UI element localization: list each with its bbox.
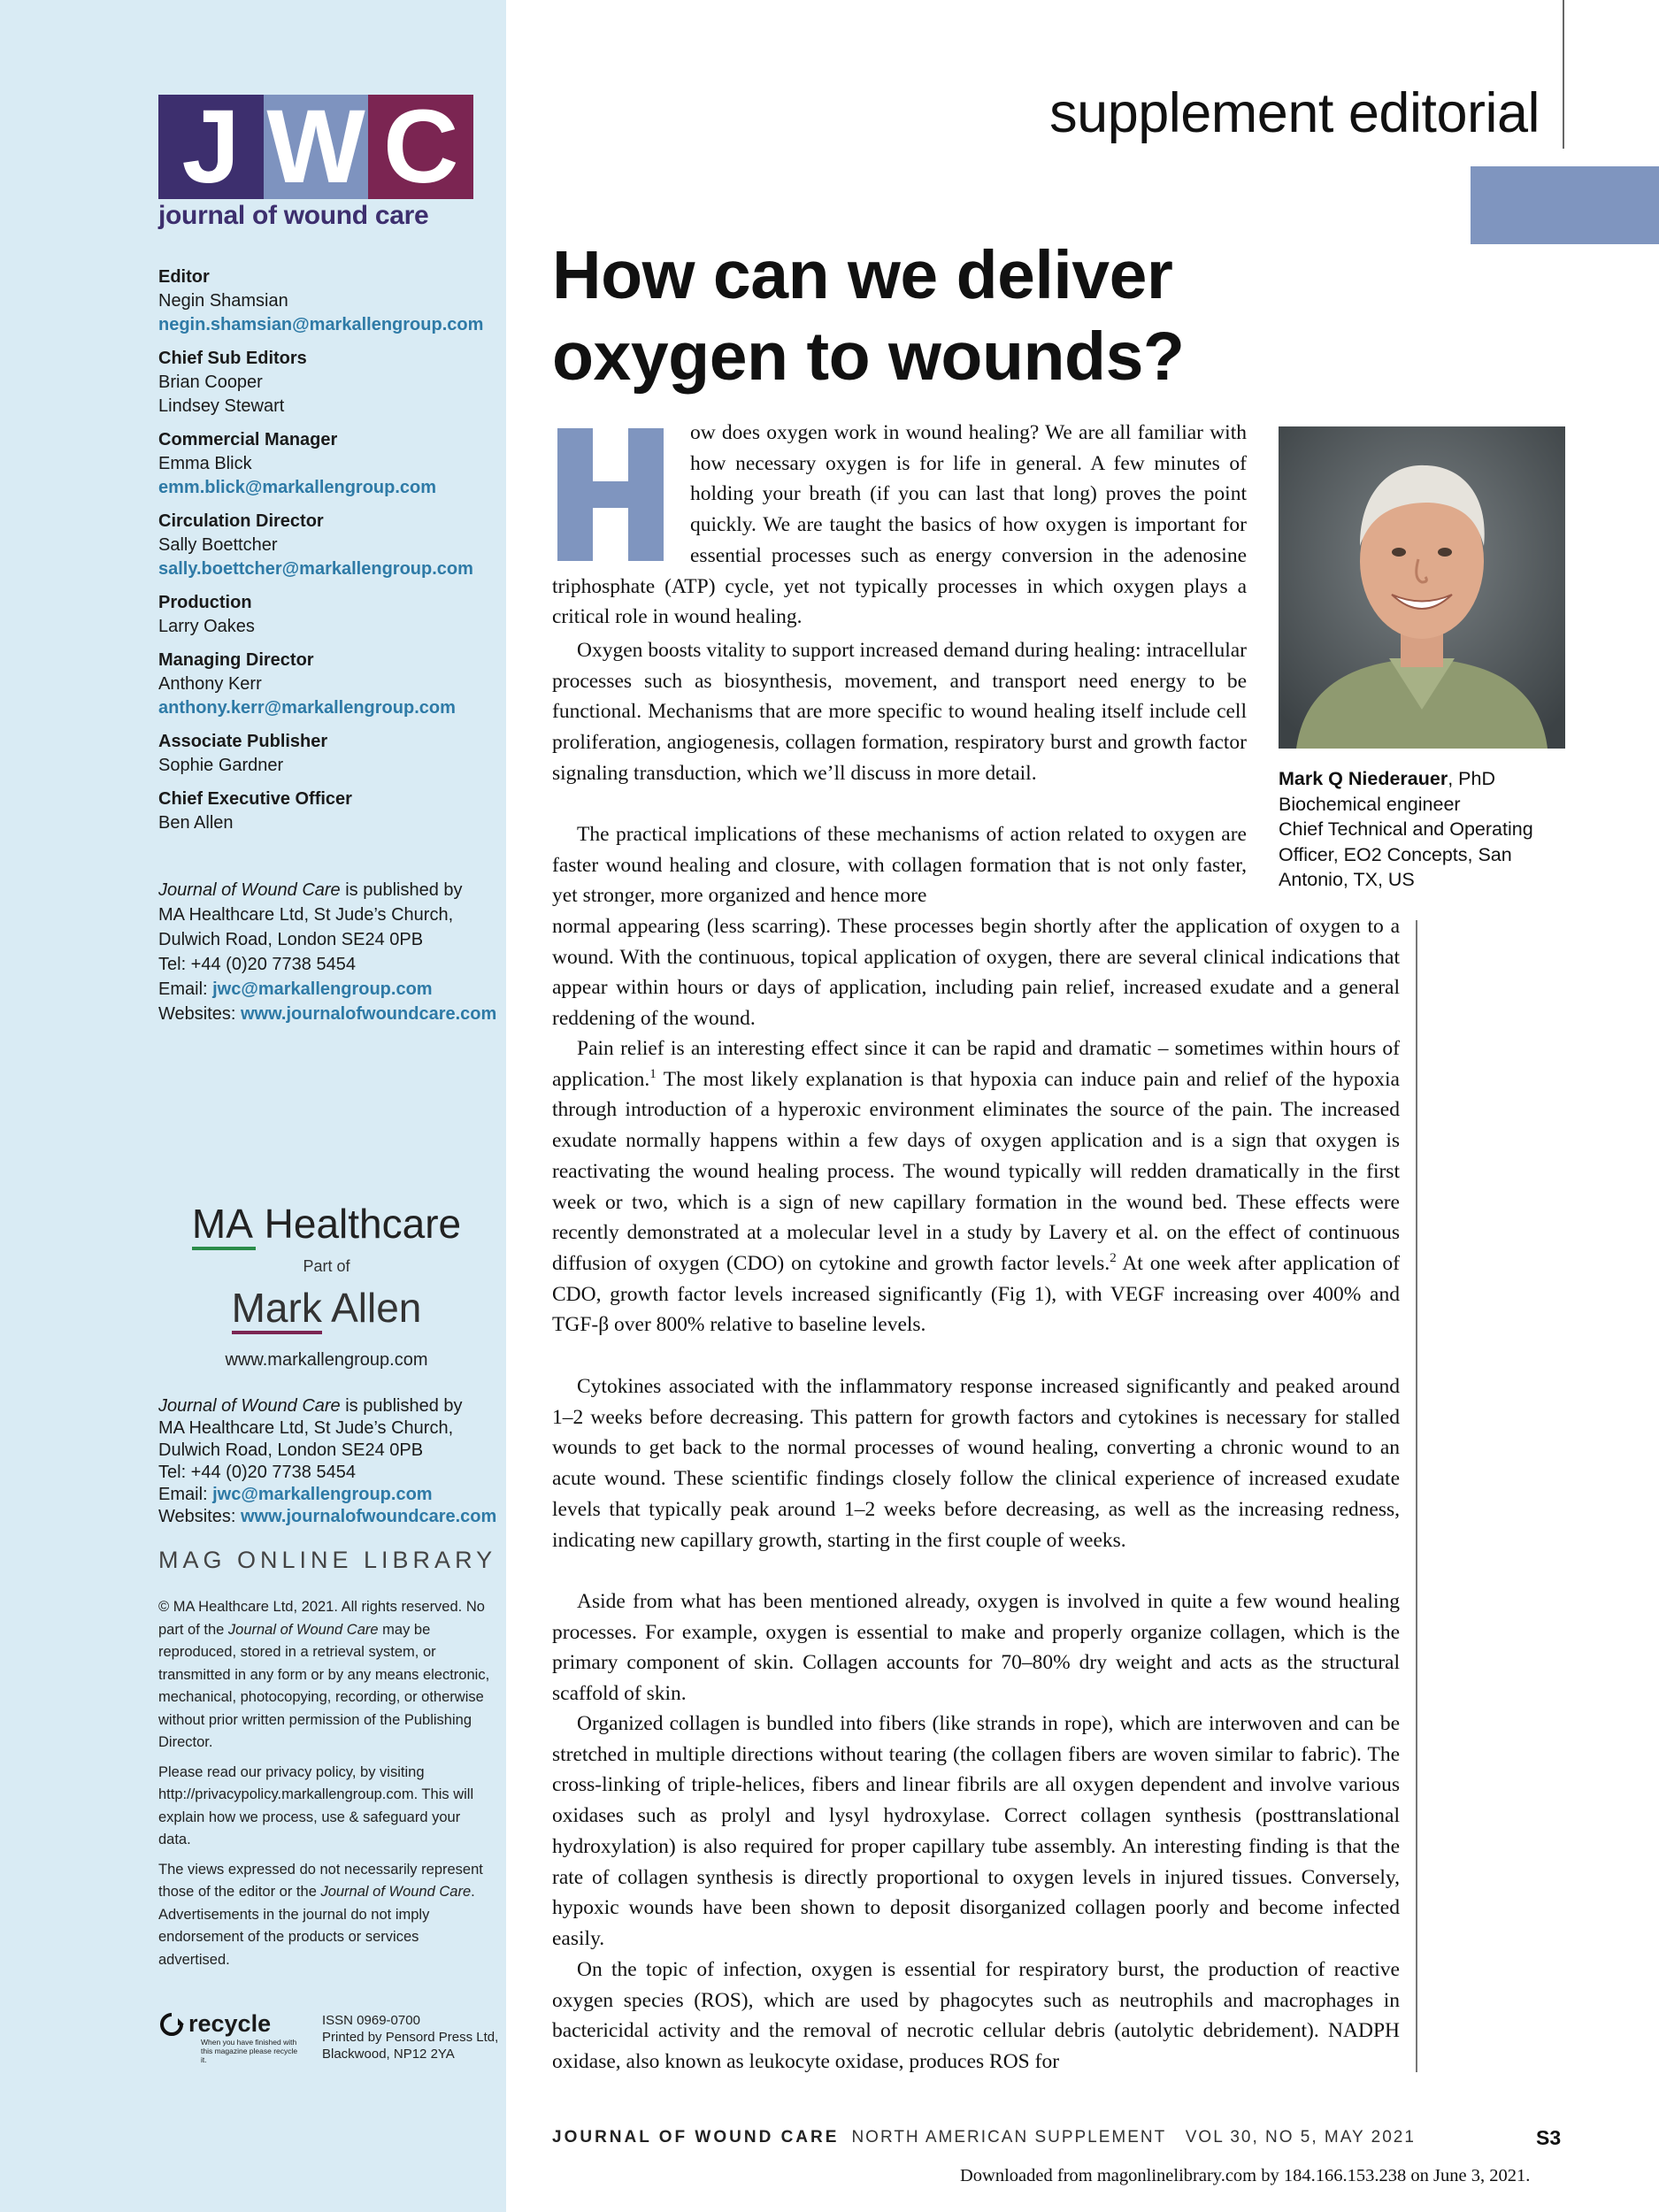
copyright-journal-title: Journal of Wound Care [227, 1621, 379, 1638]
paragraph-1-text: ow does oxygen work in wound healing? We are all familiar with how necessary oxygen is for life in general. A few minutes of holding your breath (if you can last that long) proves the point quickly. We are taught the basics of how oxygen is important for essential processes such as energy conversion in the adenosine triphosphate (ATP) cycle, yet not typically processes in which oxygen plays a critical role in wound healing. [552, 421, 1247, 629]
staff-email[interactable]: sally.boettcher@markallengroup.com [158, 559, 473, 579]
publisher-address-2: Dulwich Road, London SE24 0PB [158, 930, 424, 949]
footer-issue: NORTH AMERICAN SUPPLEMENT VOL 30, NO 5, MAY 2021 [851, 2128, 1416, 2147]
section-tab-marker [1471, 166, 1659, 244]
article-paragraph-3-start: The practical implications of these mechanisms of action related to oxygen are faster wound healing and closure, with collagen formation that is not only faster, yet stronger, more organized and hence more [552, 823, 1247, 908]
article-paragraph-1 [552, 418, 1247, 633]
part-of-text: Part of [303, 1257, 350, 1275]
mark-allen-website[interactable]: www.markallengroup.com [225, 1350, 428, 1370]
staff-entry-managing-director [158, 649, 495, 720]
email-label: Email: [158, 1485, 213, 1504]
mark-allen-wordmark [158, 1283, 495, 1333]
recycle-icon [158, 2011, 185, 2038]
mark-text: Mark [231, 1285, 322, 1331]
publisher-website-link[interactable]: www.journalofwoundcare.com [241, 1507, 497, 1526]
staff-email[interactable]: anthony.kerr@markallengroup.com [158, 698, 456, 718]
staff-role: Circulation Director [158, 511, 324, 531]
footer-journal: JOURNAL OF WOUND CARE [552, 2128, 840, 2147]
paragraph-4-text-c: At one week after application of CDO, growth factor levels increased significantly (Fig 1), with VEGF increasing over 400% and TGF-β over 800% relative to baseline levels. [552, 1251, 1400, 1337]
staff-name: Negin Shamsian [158, 291, 288, 311]
views-text: The views expressed do not necessarily represent those of the editor or the [158, 1861, 483, 1900]
staff-entry-associate-publisher [158, 730, 495, 778]
publisher-email-link[interactable]: jwc@markallengroup.com [212, 1485, 433, 1504]
headline-line-1: How can we deliver [552, 237, 1173, 313]
staff-name: Sophie Gardner [158, 756, 284, 775]
publisher-website-link[interactable]: www.journalofwoundcare.com [241, 1004, 497, 1024]
copyright-text: © MA Healthcare Ltd, 2021. All rights reserved. No part of the [158, 1599, 485, 1638]
logo-letter-w: W [264, 95, 369, 199]
staff-name: Brian Cooper [158, 373, 263, 392]
article-paragraph-7: Organized collagen is bundled into fibers (like strands in rope), which are interwoven and can be stretched in multiple directions without tearing (the collagen fibers are woven similar to fabric). The cross-linking of triple-helices, fibers and linear fibrils are all oxygen dependent and involve various oxidases such as prolyl and lysyl hydroxylase. Correct collagen synthesis (posttranslational hydroxylation) is also required for proper capillary tube assembly. An interesting finding is that the rate of collagen synthesis is directly proportional to oxygen levels in injured tissues. Conversely, hypoxic wounds have been shown to deposit disorganized collagen poorly and become infected easily. [552, 1712, 1400, 1950]
reference-1[interactable]: 1 [649, 1066, 657, 1081]
staff-list [158, 265, 495, 845]
publisher-tel: Tel: +44 (0)20 7738 5454 [158, 1463, 356, 1482]
issn-info [322, 2012, 503, 2062]
logo-letter-c: C [368, 95, 473, 199]
ma-healthcare-wordmark [158, 1199, 495, 1248]
issn-number: ISSN 0969-0700 [322, 2013, 420, 2028]
author-photo [1279, 426, 1565, 749]
page-footer [552, 2128, 1570, 2147]
staff-entry-chief-sub-editors [158, 347, 495, 419]
printer-line-1: Printed by Pensord Press Ltd, [322, 2030, 499, 2045]
staff-email[interactable]: emm.blick@markallengroup.com [158, 478, 437, 497]
dropcap-letter: H [610, 508, 611, 509]
staff-role: Associate Publisher [158, 732, 328, 751]
staff-name: Anthony Kerr [158, 674, 262, 694]
staff-entry-ceo [158, 787, 495, 835]
jwc-logo[interactable] [158, 88, 473, 231]
ma-text: MA [191, 1201, 253, 1247]
author-byline [1279, 766, 1562, 893]
journal-title: Journal of Wound Care [158, 880, 341, 900]
publisher-email-link[interactable]: jwc@markallengroup.com [212, 979, 433, 999]
copyright-notice [158, 1596, 490, 1755]
author-name: Mark Q Niederauer [1279, 768, 1448, 789]
article-paragraph-2: Oxygen boosts vitality to support increased demand during healing: intracellular processes such as biosynthesis, movement, and transport need energy to be functional. Mechanisms that are more specific to wound healing itself include cell proliferation, angiogenesis, collagen formation, respiratory burst and growth factor signaling transduction, which we’ll discuss in more detail. [552, 639, 1247, 785]
staff-entry-commercial-manager [158, 428, 495, 500]
mag-online-library-logo[interactable]: MAG ONLINE LIBRARY [158, 1547, 497, 1573]
headline-line-2: oxygen to wounds? [552, 319, 1185, 395]
staff-role: Chief Executive Officer [158, 789, 352, 809]
privacy-notice: Please read our privacy policy, by visiting http://privacypolicy.markallengroup.com. This will explain how we process, use & safeguard your data. [158, 1763, 474, 1847]
author-title-2: Chief Technical and Operating Officer, EO2 Concepts, San Antonio, TX, US [1279, 818, 1533, 890]
top-divider [1563, 0, 1564, 149]
staff-entry-circulation-director [158, 510, 495, 581]
staff-role: Production [158, 593, 252, 612]
views-journal-title: Journal of Wound Care [320, 1884, 472, 1900]
staff-name: Ben Allen [158, 813, 234, 833]
sidebar [0, 0, 506, 2212]
publisher-address-1: MA Healthcare Ltd, St Jude’s Church, [158, 1418, 454, 1438]
publisher-address-2: Dulwich Road, London SE24 0PB [158, 1440, 424, 1460]
logo-letters [158, 88, 473, 205]
publisher-tel: Tel: +44 (0)20 7738 5454 [158, 955, 356, 974]
column-divider [1416, 920, 1417, 2072]
recycle-word: recycle [188, 2010, 272, 2037]
article-headline [552, 234, 1437, 397]
mark-underline [232, 1331, 322, 1334]
recycle-logo [158, 2010, 300, 2064]
article-paragraph-6: Aside from what has been mentioned already, oxygen is involved in quite a few wound healing processes. For example, oxygen is essential to make and properly organize collagen, which is the primary component of skin. Collagen accounts for 70–80% dry weight and acts as the structural scaffold of skin. [552, 1590, 1400, 1706]
copyright-text-end: may be reproduced, stored in a retrieval system, or transmitted in any form or by any means electronic, mechanical, photocopying, recording, or otherwise without prior written permission of the Publishing Director. [158, 1621, 490, 1750]
publisher-address-1: MA Healthcare Ltd, St Jude’s Church, [158, 905, 454, 925]
staff-name: Lindsey Stewart [158, 396, 285, 416]
legal-notices [158, 1596, 490, 1978]
dropcap-spacer [552, 418, 690, 571]
email-label: Email: [158, 979, 213, 999]
staff-name: Sally Boettcher [158, 535, 278, 555]
websites-label: Websites: [158, 1004, 241, 1024]
published-by-text: is published by [340, 1396, 463, 1416]
article-paragraph-5: Cytokines associated with the inflammatory response increased significantly and peaked around 1–2 weeks before decreasing. This pattern for growth factors and cytokines is necessary for stalled wounds to get back to the normal processes of wound healing, converting a chronic wound to an acute wound. These scientific findings closely follow the clinical experience of increased exudate levels that typically peak around 1–2 weeks before decreasing, as well as the increasing redness, indicating new capillary growth, starting in the first couple of weeks. [552, 1375, 1400, 1552]
logo-letter-j: J [158, 95, 264, 199]
staff-role: Chief Sub Editors [158, 349, 307, 368]
staff-role: Editor [158, 267, 210, 287]
publisher-info-bottom [158, 1395, 503, 1528]
recycle-note-2: this magazine please recycle it. [201, 2047, 298, 2064]
staff-entry-editor [158, 265, 495, 337]
author-title-1: Biochemical engineer [1279, 793, 1461, 815]
websites-label: Websites: [158, 1507, 241, 1526]
paragraph-4-text-a: Pain relief is an interesting effect since it can be rapid and dramatic – sometimes within hours of application. [552, 1037, 1400, 1091]
article-paragraph-4 [552, 1033, 1400, 1340]
views-text-end: . Advertisements in the journal do not imply endorsement of the products or services advertised. [158, 1884, 475, 1968]
article-paragraph-8: On the topic of infection, oxygen is essential for respiratory burst, the production of reactive oxygen species (ROS), which are used by phagocytes such as neutrophils and macrophages in bactericidal activity and the removal of necrotic cellular debris (autolytic debridement). NADPH oxidase, also known as leukocyte oxidase, produces ROS for [552, 1958, 1400, 2074]
ma-underline [192, 1247, 256, 1250]
logo-subtitle: journal of wound care [158, 201, 429, 230]
ma-healthcare-logo[interactable] [158, 1199, 495, 1371]
page-number: S3 [1536, 2126, 1562, 2149]
staff-role: Managing Director [158, 650, 314, 670]
journal-title: Journal of Wound Care [158, 1396, 341, 1416]
section-label: supplement editorial [1049, 82, 1540, 144]
views-disclaimer [158, 1859, 490, 1972]
published-by-text: is published by [340, 880, 463, 900]
author-portrait-image [1279, 426, 1565, 749]
staff-entry-production [158, 591, 495, 639]
staff-role: Commercial Manager [158, 430, 338, 449]
reference-2[interactable]: 2 [1110, 1251, 1117, 1266]
printer-line-2: Blackwood, NP12 2YA [322, 2047, 455, 2062]
staff-name: Larry Oakes [158, 617, 255, 636]
staff-name: Emma Blick [158, 454, 252, 473]
allen-text: Allen [321, 1285, 422, 1331]
download-notice: Downloaded from magonlinelibrary.com by 184.166.153.238 on June 3, 2021. [960, 2166, 1531, 2185]
healthcare-text: Healthcare [252, 1201, 462, 1247]
recycle-wordmark [158, 2010, 300, 2038]
publisher-info-top [158, 878, 503, 1026]
paragraph-4-text-b: The most likely explanation is that hypoxia can induce pain and relief of the hypoxia through introduction of a hyperoxic environment eliminates the source of the pain. The increased exudate normally happens within a few days of oxygen application and is a sign that oxygen is reactivating the wound healing process. The wound typically will redden dramatically in the first week or two, which is a sign of new capillary formation in the wound bed. These effects were recently demonstrated at a molecular level in a study by Lavery et al. on the effect of continuous diffusion of oxygen (CDO) on cytokine and growth factor levels. [552, 1067, 1400, 1275]
author-degree: , PhD [1448, 768, 1495, 789]
staff-email[interactable]: negin.shamsian@markallengroup.com [158, 315, 484, 334]
article-paragraph-3-end: normal appearing (less scarring). These processes begin shortly after the application of oxygen to a wound. With the continuous, topical application of oxygen, there are several clinical indications that appear within hours or days of application, including pain relief, increased exudate and a general reddening of the wound. [552, 915, 1400, 1031]
recycle-note-1: When you have finished with [201, 2038, 297, 2047]
